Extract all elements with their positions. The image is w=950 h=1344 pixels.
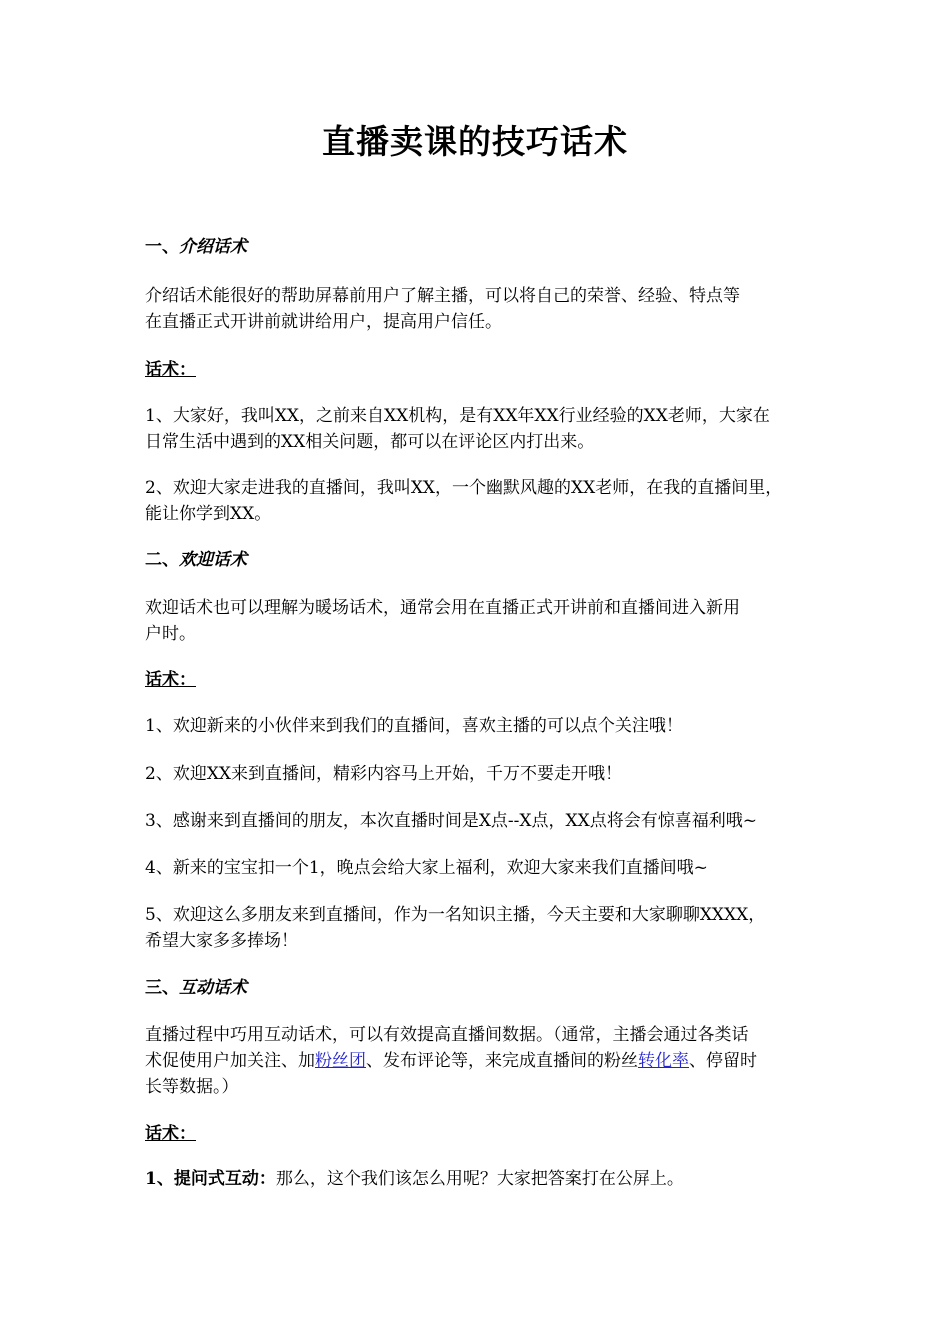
paragraph-line: 户时。 <box>145 624 196 644</box>
list-item <box>145 475 813 527</box>
paragraph-line: 2、欢迎大家走进我的直播间，我叫XX，一个幽默风趣的XX老师，在我的直播间里， <box>145 478 783 498</box>
paragraph-line: 能让你学到XX。 <box>145 504 272 524</box>
section-heading-text: 欢迎话术 <box>179 550 247 570</box>
script-label-text: 话术： <box>145 670 196 690</box>
paragraph-line: 长等数据。） <box>145 1077 239 1097</box>
list-item-prefix: 1、提问式互动： <box>145 1169 276 1189</box>
document-title: 直播卖课的技巧话术 <box>322 122 628 161</box>
paragraph-line: 在直播正式开讲前就讲给用户，提高用户信任。 <box>145 312 502 332</box>
list-item <box>145 1166 813 1192</box>
paragraph-line: 日常生活中遇到的XX相关问题，都可以在评论区内打出来。 <box>145 432 595 452</box>
section-number: 三、 <box>145 978 179 998</box>
section-heading-text: 介绍话术 <box>179 237 247 257</box>
paragraph-text: 、发布评论等，来完成直播间的粉丝 <box>366 1051 638 1071</box>
list-item <box>145 403 813 455</box>
paragraph-intro <box>145 283 813 335</box>
section-heading-text: 互动话术 <box>179 978 247 998</box>
section-heading-welcome <box>145 547 813 573</box>
paragraph-text: 术促使用户加关注、加 <box>145 1051 315 1071</box>
script-label <box>145 1121 813 1147</box>
list-item: 4、新来的宝宝扣一个1，晚点会给大家上福利，欢迎大家来我们直播间哦~ <box>145 858 708 878</box>
section-number: 二、 <box>145 550 179 570</box>
paragraph-line <box>145 1048 813 1074</box>
paragraph-line: 介绍话术能很好的帮助屏幕前用户了解主播，可以将自己的荣誉、经验、特点等 <box>145 286 740 306</box>
paragraph-line: 希望大家多多捧场！ <box>145 931 298 951</box>
paragraph-interaction <box>145 1022 813 1100</box>
paragraph-line: 1、大家好，我叫XX，之前来自XX机构，是有XX年XX行业经验的XX老师，大家在 <box>145 406 770 426</box>
list-item: 3、感谢来到直播间的朋友，本次直播时间是X点--X点，XX点将会有惊喜福利哦~ <box>145 811 757 831</box>
list-item: 2、欢迎XX来到直播间，精彩内容马上开始，千万不要走开哦！ <box>145 764 623 784</box>
section-heading-interaction <box>145 975 813 1001</box>
script-label-text: 话术： <box>145 360 196 380</box>
section-number: 一、 <box>145 237 179 257</box>
paragraph-text: 、停留时 <box>689 1051 757 1071</box>
script-label-text: 话术： <box>145 1124 196 1144</box>
fan-club-link[interactable]: 粉丝团 <box>315 1051 366 1071</box>
script-label <box>145 667 813 693</box>
list-item: 1、欢迎新来的小伙伴来到我们的直播间，喜欢主播的可以点个关注哦！ <box>145 716 683 736</box>
paragraph-line: 欢迎话术也可以理解为暖场话术，通常会用在直播正式开讲前和直播间进入新用 <box>145 598 740 618</box>
paragraph-line: 5、欢迎这么多朋友来到直播间，作为一名知识主播，今天主要和大家聊聊XXXX， <box>145 905 766 925</box>
script-label <box>145 357 813 383</box>
list-item-text: 那么，这个我们该怎么用呢？大家把答案打在公屏上。 <box>275 1169 684 1189</box>
list-item <box>145 902 813 954</box>
section-heading-intro <box>145 234 813 260</box>
paragraph-line: 直播过程中巧用互动话术，可以有效提高直播间数据。（通常，主播会通过各类话 <box>145 1025 749 1045</box>
conversion-rate-link[interactable]: 转化率 <box>638 1051 689 1071</box>
paragraph-welcome <box>145 595 813 647</box>
